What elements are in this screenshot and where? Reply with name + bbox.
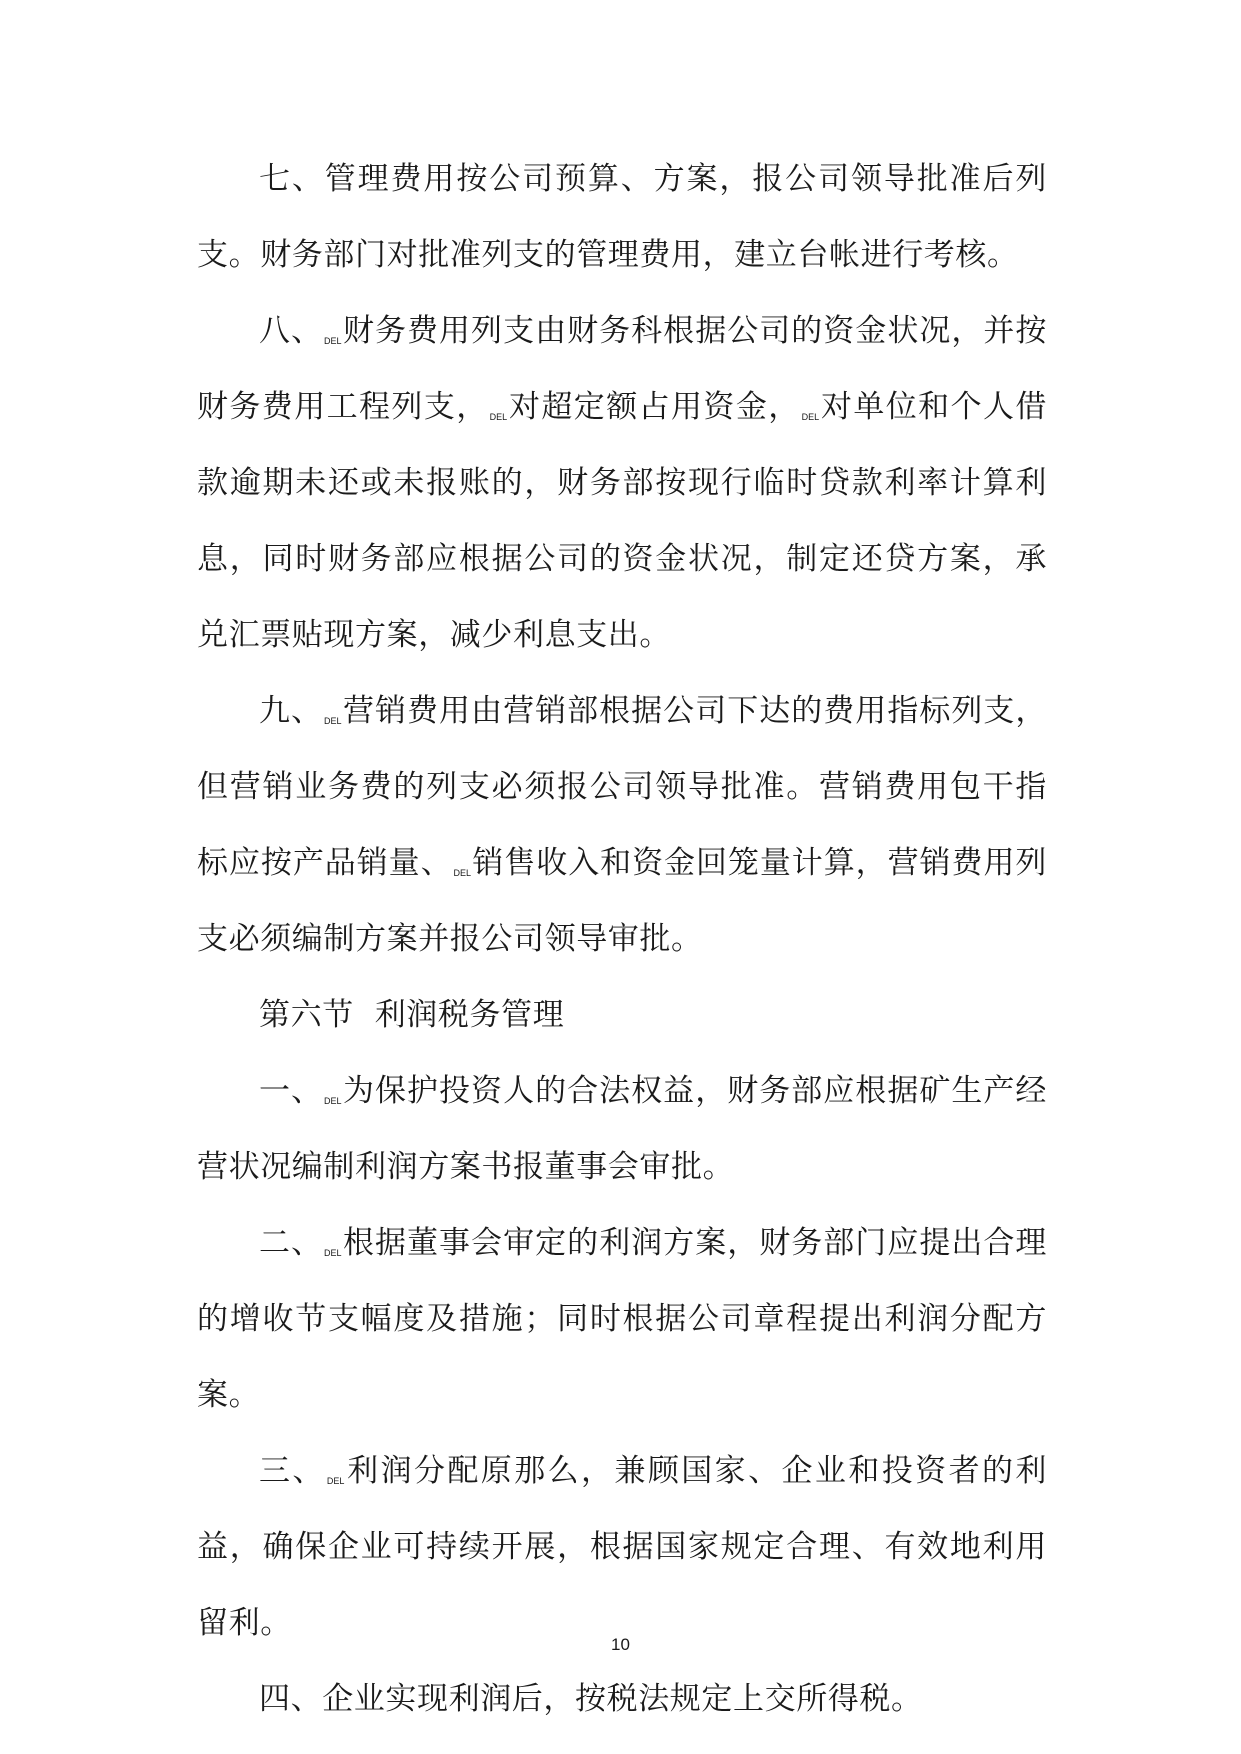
paragraph-text: 九、 <box>259 693 324 729</box>
paragraph-text: 财务费用列支由财务科根据公司的资金状况，并按财务费用工程列支， <box>197 313 1047 425</box>
document-body <box>197 141 1047 1737</box>
del-marker: DEL <box>453 868 472 878</box>
paragraph-text: 为保护投资人的合法权益，财务部应根据矿生产经营状况编制利润方案书报董事会审批。 <box>197 1073 1047 1185</box>
paragraph-text: 二、 <box>259 1225 324 1261</box>
section-heading <box>197 977 1047 1053</box>
paragraph-text: 对单位和个人借款逾期未还或未报账的，财务部按现行临时贷款利率计算利息，同时财务部应根据公司的资金状况，制定还贷方案，承兑汇票贴现方案，减少利息支出。 <box>197 389 1047 653</box>
section-heading-text: 第六节 利润税务管理 <box>259 997 565 1033</box>
paragraph-text: 一、 <box>259 1073 324 1109</box>
paragraph-marketing-expenses <box>197 673 1047 977</box>
paragraph-text: 四、企业实现利润后，按税法规定上交所得税。 <box>259 1681 923 1717</box>
paragraph-management-expenses <box>197 141 1047 293</box>
page-number: 10 <box>611 1635 630 1654</box>
del-marker: DEL <box>801 412 820 422</box>
paragraph-text: 利润分配原那么，兼顾国家、企业和投资者的利益，确保企业可持续开展，根据国家规定合理、有效地利用留利。 <box>197 1453 1047 1641</box>
paragraph-text: 八、 <box>259 313 324 349</box>
del-marker: DEL <box>326 1476 345 1486</box>
paragraph-financial-expenses <box>197 293 1047 673</box>
del-marker: DEL <box>324 1096 342 1106</box>
paragraph-profit-plan <box>197 1053 1047 1205</box>
paragraph-text: 营销费用由营销部根据公司下达的费用指标列支，但营销业务费的列支必须报公司领导批准。营销费用包干指标应按产品销量、 <box>197 693 1047 881</box>
del-marker: DEL <box>324 336 342 346</box>
del-marker: DEL <box>324 716 342 726</box>
paragraph-text: 七、管理费用按公司预算、方案，报公司领导批准后列支。财务部门对批准列支的管理费用，建立台帐进行考核。 <box>197 161 1047 273</box>
del-marker: DEL <box>324 1248 342 1258</box>
paragraph-text: 对超定额占用资金， <box>508 389 801 425</box>
paragraph-income-tax <box>197 1661 1047 1737</box>
paragraph-distribution-principle <box>197 1433 1047 1661</box>
paragraph-text: 销售收入和资金回笼量计算，营销费用列支必须编制方案并报公司领导审批。 <box>197 845 1047 957</box>
paragraph-text: 三、 <box>259 1453 326 1489</box>
paragraph-text: 根据董事会审定的利润方案，财务部门应提出合理的增收节支幅度及措施；同时根据公司章程提出利润分配方案。 <box>197 1225 1047 1413</box>
del-marker: DEL <box>489 412 508 422</box>
paragraph-profit-distribution-plan <box>197 1205 1047 1433</box>
